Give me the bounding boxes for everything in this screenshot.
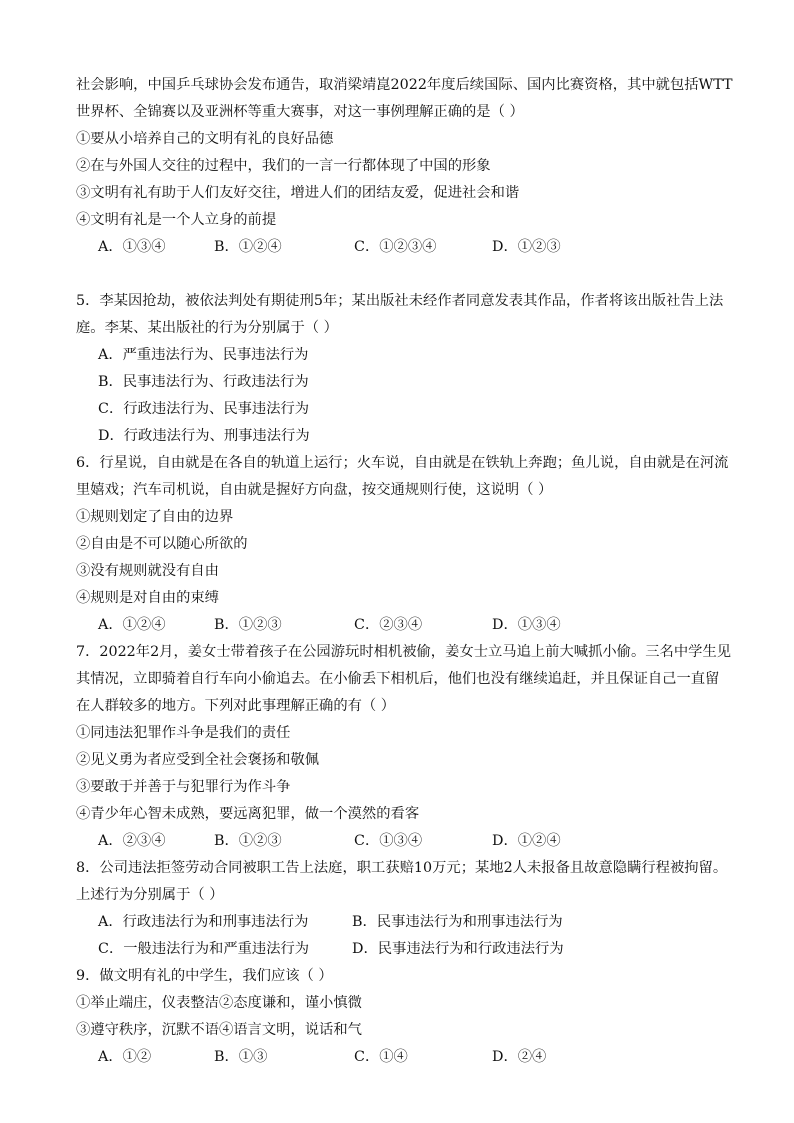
- question-stem-line: 世界杯、全锦赛以及亚洲杯等重大赛事，对这一事例理解正确的是（ ）: [76, 104, 524, 120]
- question-stem-line: 6．行星说，自由就是在各自的轨道上运行；火车说，自由就是在铁轨上奔跑；鱼儿说，自由就是在河流: [76, 455, 729, 471]
- question-stem-line: 9．做文明有礼的中学生，我们应该（ ）: [76, 968, 333, 984]
- question-stem-line: 8．公司违法拒签劳动合同被职工告上法庭，职工获赔10万元；某地2人未报备且故意隐瞒行程被拘留。: [76, 860, 728, 876]
- statement: ④文明有礼是一个人立身的前提: [76, 212, 277, 228]
- option-a: A．行政违法行为和刑事违法行为: [98, 914, 309, 930]
- statement: ④青少年心智未成熟，要远离犯罪，做一个漠然的看客: [76, 806, 420, 822]
- question-stem-line: 其情况，立即骑着自行车向小偷追去。在小偷丢下相机后，他们也没有继续追赶，并且保证自己一直留: [76, 671, 720, 687]
- option-a: A．①②: [98, 1049, 152, 1065]
- option-c: C．行政违法行为、民事违法行为: [98, 401, 310, 417]
- option-c: C．①③④: [354, 833, 423, 849]
- question-stem-line: 7．2022年2月，姜女士带着孩子在公园游玩时相机被偷，姜女士立马追上前大喊抓小偷。三名中学生见: [76, 644, 732, 660]
- statement: ①规则划定了自由的边界: [76, 509, 234, 525]
- option-d: D．①②③: [492, 239, 561, 255]
- option-b: B．①②③: [214, 833, 282, 849]
- option-c: C．①④: [354, 1049, 408, 1065]
- option-d: D．民事违法行为和行政违法行为: [352, 941, 564, 957]
- statement: ①要从小培养自己的文明有礼的良好品德: [76, 131, 334, 147]
- answer-options: [76, 612, 734, 639]
- question-stem-line: 在人群较多的地方。下列对此事理解正确的有（ ）: [76, 698, 396, 714]
- option-c: C．②③④: [354, 617, 423, 633]
- option-a: A．严重违法行为、民事违法行为: [98, 347, 309, 363]
- statement: ①举止端庄，仪表整洁②态度谦和，谨小慎微: [76, 995, 362, 1011]
- question-4: [76, 72, 734, 261]
- answer-options: [76, 234, 734, 261]
- option-b: B．民事违法行为和刑事违法行为: [352, 914, 563, 930]
- statement: ②见义勇为者应受到全社会褒扬和敬佩: [76, 752, 320, 768]
- option-b: B．①②③: [214, 617, 282, 633]
- statement: ②在与外国人交往的过程中，我们的一言一行都体现了中国的形象: [76, 158, 491, 174]
- statement: ③没有规则就没有自由: [76, 563, 219, 579]
- option-a: A．②③④: [98, 833, 166, 849]
- option-a: A．①③④: [98, 239, 166, 255]
- option-b: B．民事违法行为、行政违法行为: [98, 374, 309, 390]
- option-c: C．一般违法行为和严重违法行为: [98, 941, 310, 957]
- statement: ③遵守秩序，沉默不语④语言文明，说话和气: [76, 1022, 362, 1038]
- question-6: [76, 450, 734, 639]
- statement: ①同违法犯罪作斗争是我们的责任: [76, 725, 291, 741]
- option-b: B．①②④: [214, 239, 282, 255]
- option-d: D．行政违法行为、刑事违法行为: [98, 428, 310, 444]
- option-a: A．①②④: [98, 617, 166, 633]
- statement: ④规则是对自由的束缚: [76, 590, 219, 606]
- option-d: D．①③④: [492, 617, 561, 633]
- question-7: [76, 639, 734, 855]
- answer-options-row-2: [76, 936, 734, 963]
- option-c: C．①②③④: [354, 239, 437, 255]
- question-stem-line: 上述行为分别属于（ ）: [76, 887, 224, 903]
- question-stem-line: 里嬉戏；汽车司机说，自由就是握好方向盘，按交通规则行使，这说明（ ）: [76, 482, 553, 498]
- option-b: B．①③: [214, 1049, 268, 1065]
- question-stem-line: 社会影响，中国乒乓球协会发布通告，取消梁靖崑2022年度后续国际、国内比赛资格，其中就包括WTT: [76, 77, 733, 93]
- answer-options: [76, 828, 734, 855]
- question-5: [76, 288, 734, 450]
- question-stem-line: 5．李某因抢劫，被依法判处有期徒刑5年；某出版社未经作者同意发表其作品，作者将该出版社告上法: [76, 293, 724, 309]
- question-9: [76, 963, 734, 1071]
- option-d: D．②④: [492, 1049, 547, 1065]
- statement: ②自由是不可以随心所欲的: [76, 536, 248, 552]
- answer-options-row-1: [76, 909, 734, 936]
- statement: ③要敢于并善于与犯罪行为作斗争: [76, 779, 291, 795]
- question-stem-line: 庭。李某、某出版社的行为分别属于（ ）: [76, 320, 338, 336]
- statement: ③文明有礼有助于人们友好交往，增进人们的团结友爱，促进社会和谐: [76, 185, 520, 201]
- question-8: [76, 855, 734, 963]
- option-d: D．①②④: [492, 833, 561, 849]
- answer-options: [76, 1044, 734, 1071]
